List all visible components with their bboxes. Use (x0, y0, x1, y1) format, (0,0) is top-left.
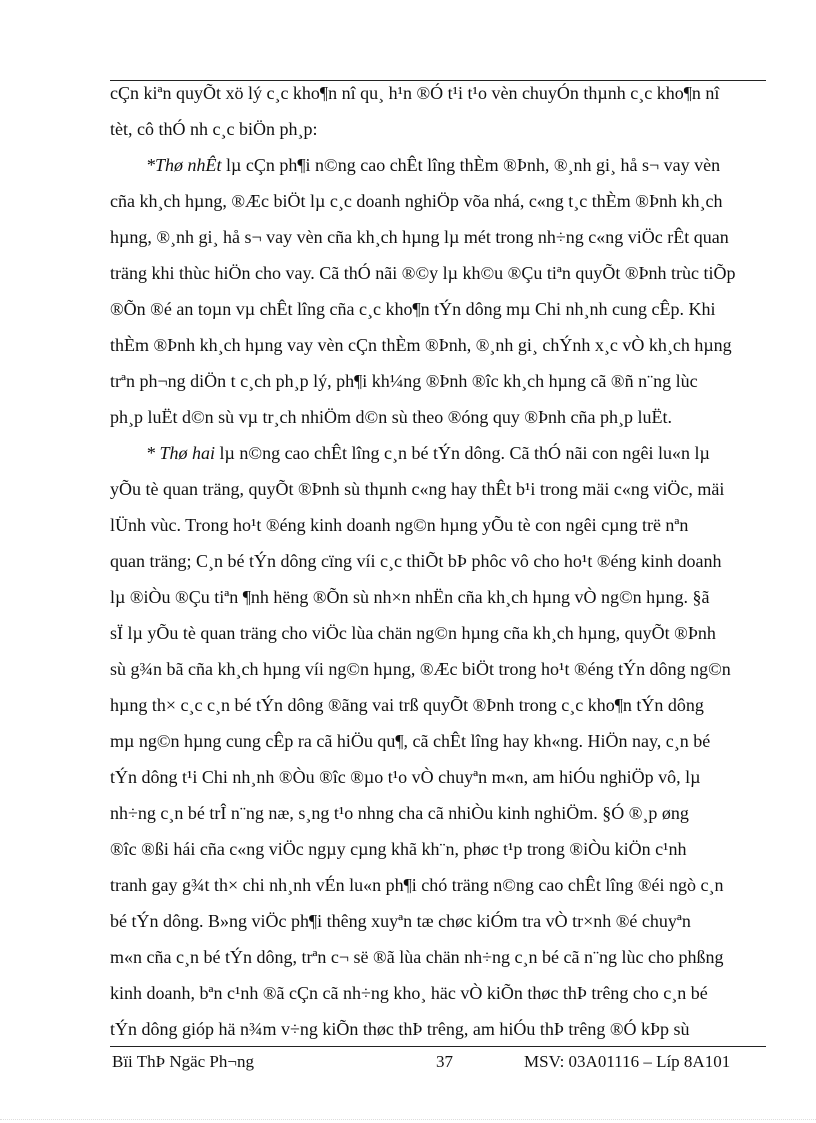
text-line: nh÷ng c¸n bé trÎ n¨ng næ, s¸ng t¹o nhng cha cã nhiÒu kinh nghiÖm. §Ó ®¸p øng (110, 803, 689, 823)
text-line: kinh doanh, bªn c¹nh ®ã cÇn cã nh÷ng kho¸ häc vÒ kiÕn thøc thÞ trêng cho c¸n bé (110, 983, 708, 1003)
text-line: tÝn dông gióp hä n¾m v÷ng kiÕn thøc thÞ trêng, am hiÓu thÞ trêng ®Ó kÞp sù (110, 1019, 690, 1039)
text-line: sù g¾n bã cña kh¸ch hµng víi ng©n hµng, ®Æc biÖt trong ho¹t ®éng tÝn dông ng©n (110, 659, 731, 679)
text-line: trªn ph¬ng diÖn t c¸ch ph¸p lý, ph¶i kh¼ng ®Þnh ®îc kh¸ch hµng cã ®ñ n¨ng lùc (110, 371, 698, 391)
text-line: lÜnh vùc. Trong ho¹t ®éng kinh doanh ng©n hµng yÕu tè con ngêi cµng trë nªn (110, 515, 689, 535)
text-line: tranh gay g¾t th× chi nh¸nh vÉn lu«n ph¶i chó träng n©ng cao chÊt lîng ®éi ngò c¸n (110, 875, 724, 895)
text-line: sÏ lµ yÕu tè quan träng cho viÖc lùa chän ng©n hµng cña kh¸ch hµng, quyÕt ®Þnh (110, 623, 716, 643)
text-line: ®îc ®ßi hái cña c«ng viÖc ngµy cµng khã kh¨n, phøc t¹p trong ®iÒu kiÖn c¹nh (110, 839, 687, 859)
text-line-rest: lµ cÇn ph¶i n©ng cao chÊt lîng thÈm ®Þnh, ®¸nh gi¸ hå s¬ vay vèn (221, 155, 721, 175)
text-line: thÈm ®Þnh kh¸ch hµng vay vèn cÇn thÈm ®Þnh, ®¸nh gi¸ chÝnh x¸c vÒ kh¸ch hµng (110, 335, 732, 355)
text-line: tÝn dông t¹i Chi nh¸nh ®Òu ®îc ®µo t¹o vÒ chuyªn m«n, am hiÓu nghiÖp vô, lµ (110, 767, 701, 787)
text-line: hµng th× c¸c c¸n bé tÝn dông ®ãng vai trß quyÕt ®Þnh trong c¸c kho¶n tÝn dông (110, 695, 704, 715)
student-id: MSV: 03A01116 – Líp 8A101 (524, 1052, 731, 1071)
text-line: lµ ®iÒu ®Çu tiªn ¶nh hëng ®Õn sù nh×n nhËn cña kh¸ch hµng vÒ ng©n hµng. §ã (110, 587, 710, 607)
text-line: quan träng; C¸n bé tÝn dông cïng víi c¸c thiÕt bÞ phôc vô cho ho¹t ®éng kinh doanh (110, 551, 722, 571)
page-number: 37 (436, 1052, 453, 1071)
page-edge-divider (0, 1119, 816, 1120)
text-line: *Thø nhÊt lµ cÇn ph¶i n©ng cao chÊt lîng thÈm ®Þnh, ®¸nh gi¸ hå s¬ vay vèn (146, 155, 721, 175)
text-line: bé tÝn dông. B»ng viÖc ph¶i thêng xuyªn tæ chøc kiÓm tra vÒ tr×nh ®é chuyªn (110, 911, 691, 931)
text-line: träng khi thùc hiÖn cho vay. Cã thÓ nãi ®©y lµ kh©u ®Çu tiªn quyÕt ®Þnh trùc tiÕp (110, 263, 736, 283)
text-line: cÇn kiªn quyÕt xö lý c¸c kho¶n nî qu¸ h¹n ®Ó t¹i t¹o vèn chuyÓn thµnh c¸c kho¶n nî (110, 83, 720, 103)
text-line: hµng, ®¸nh gi¸ hå s¬ vay vèn cña kh¸ch hµng lµ mét trong nh÷ng c«ng viÖc rÊt quan (110, 227, 729, 247)
footer-author: Bïi ThÞ Ngäc Ph¬ng (112, 1052, 254, 1071)
text-line: m«n cña c¸n bé tÝn dông, trªn c¬ së ®ã lùa chän nh÷ng c¸n bé cã n¨ng lùc cho phßng (110, 947, 724, 967)
footer-rule (110, 1046, 766, 1047)
text-line: * Thø hai lµ n©ng cao chÊt lîng c¸n bé tÝn dông. Cã thÓ nãi con ngêi lu«n lµ (146, 443, 710, 463)
text-line: ph¸p luËt d©n sù vµ tr¸ch nhiÖm d©n sù theo ®óng quy ®Þnh cña ph¸p luËt. (110, 407, 673, 427)
text-line: yÕu tè quan träng, quyÕt ®Þnh sù thµnh c«ng hay thÊt b¹i trong mäi c«ng viÖc, mäi (110, 479, 725, 499)
text-line: mµ ng©n hµng cung cÊp ra cã hiÖu qu¶, cã chÊt lîng hay kh«ng. HiÖn nay, c¸n bé (110, 731, 711, 751)
text-line: tèt, cô thÓ nh c¸c biÖn ph¸p: (110, 119, 318, 139)
text-line: ®Õn ®é an toµn vµ chÊt lîng cña c¸c kho¶n tÝn dông mµ Chi nh¸nh cung cÊp. Khi (110, 299, 716, 319)
text-line: cña kh¸ch hµng, ®Æc biÖt lµ c¸c doanh nghiÖp võa nhá, c«ng t¸c thÈm ®Þnh kh¸ch (110, 191, 723, 211)
header-rule (110, 80, 766, 81)
